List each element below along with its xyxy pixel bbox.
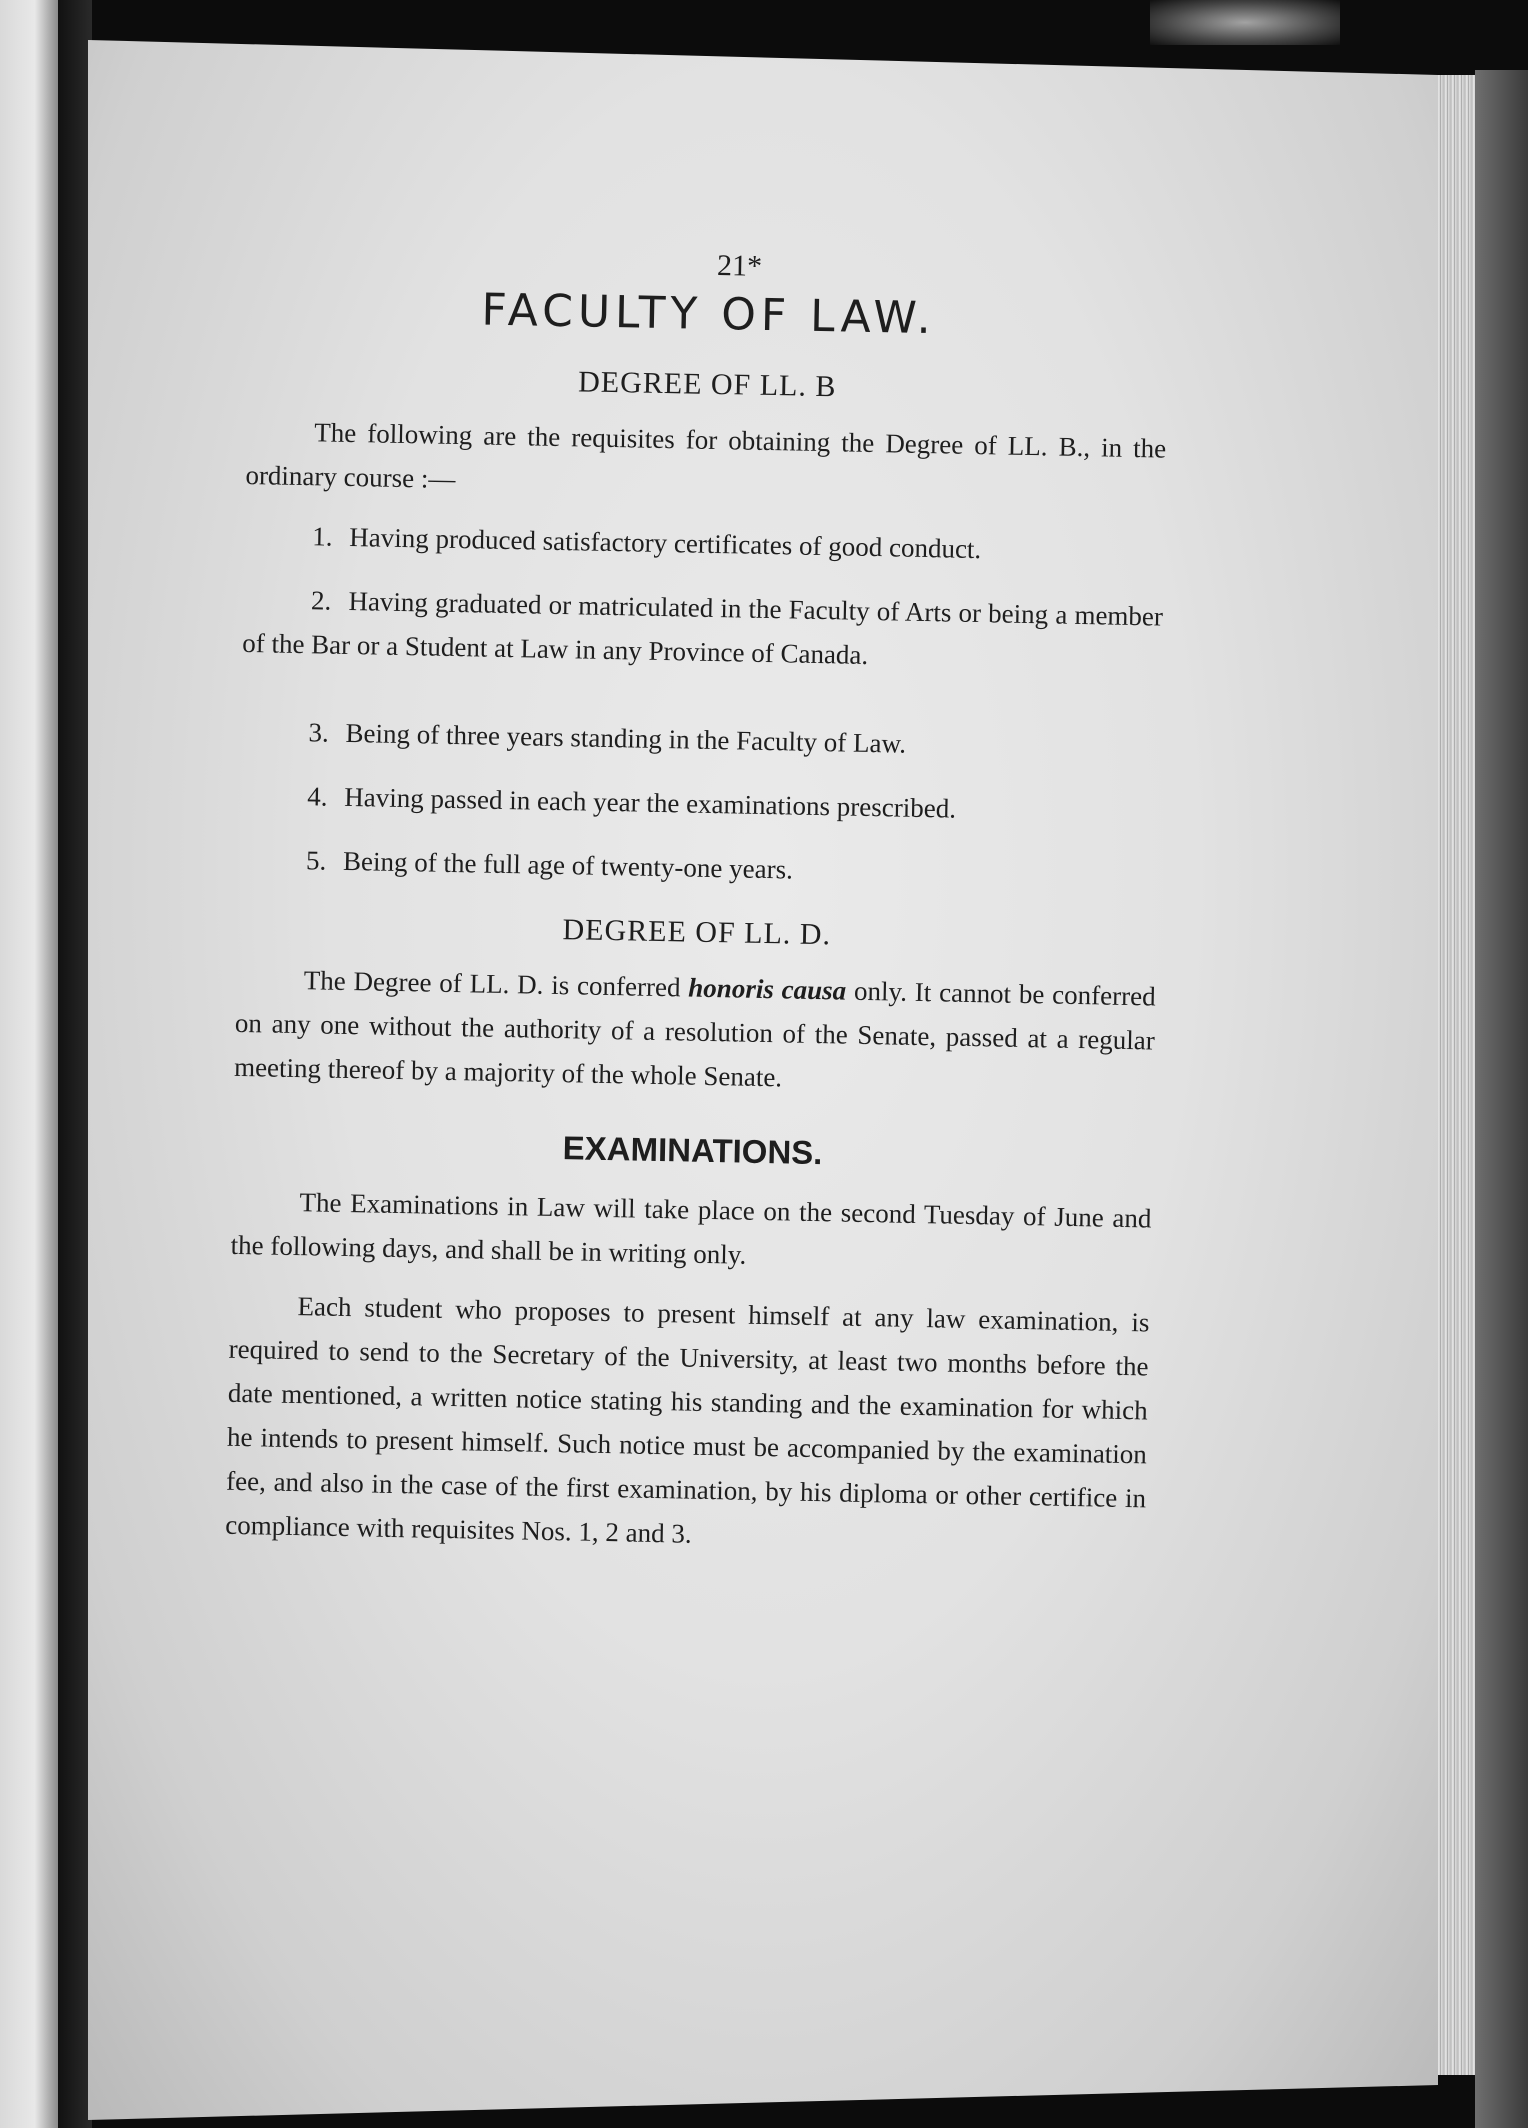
examinations-paragraph: The Examinations in Law will take place on the second Tuesday of June and the following days, and shall be in writing only. [230,1187,1152,1270]
requisite-item [240,709,1161,771]
lld-italic-phrase: honoris causa [688,972,847,1006]
requisite-number: 5. [305,845,327,876]
scan-artifact [1150,0,1340,45]
llb-intro: The following are the requisites for obtaining the Degree of LL. B., in the ordinary course :— [245,417,1167,494]
lld-heading: DEGREE OF LL. D. [562,913,832,952]
requisite-item [239,773,1160,835]
book-gutter [58,0,92,2128]
page-title: FACULTY OF LAW. [481,284,937,345]
lld-text-before: The Degree of LL. D. is conferred [303,965,689,1003]
page-content [225,240,1170,1580]
left-page-edge [0,0,58,2128]
lld-paragraph [234,957,1156,1107]
requisite-text: Being of three years standing in the Faculty of Law. [345,717,907,759]
requisite-item [242,577,1164,683]
requisite-text: Having graduated or matriculated in the Faculty of Arts or being a member of the Bar or a Student at Law in any Province of Canada. [241,585,1164,670]
requisite-number: 1. [312,521,333,552]
lld-text-after: only. It cannot be conferred on any one without the authority of a resolution of the Senate, passed at a regular meeting thereof by a majority of the whole Senate. [233,975,1156,1093]
requisite-item [238,837,1159,899]
llb-heading: DEGREE OF LL. B [577,365,837,404]
requisite-item [244,513,1165,575]
requisite-number: 3. [308,717,330,748]
requisite-text: Having produced satisfactory certificates of good conduct. [349,521,982,565]
book-cover-edge [1475,70,1528,2128]
requisite-text: Having passed in each year the examinations prescribed. [344,781,957,824]
page-number: 21* [716,248,763,283]
examinations-paragraph: Each student who proposes to present himself at any law examination, is required to send to the Secretary of the University, at least two months before the date mentioned, a written notice stating his standing and the examination for which he intends to present himself. Such notice must be accompanied by the examination fee, and also in the case of the first examination, by his diploma or other certifice in compliance with requisites Nos. 1, 2 and 3. [225,1291,1150,1549]
requisite-text: Being of the full age of twenty-one years. [342,845,794,885]
requisite-number: 2. [310,585,332,616]
requisite-number: 4. [307,781,328,812]
examinations-heading: EXAMINATIONS. [562,1129,823,1172]
